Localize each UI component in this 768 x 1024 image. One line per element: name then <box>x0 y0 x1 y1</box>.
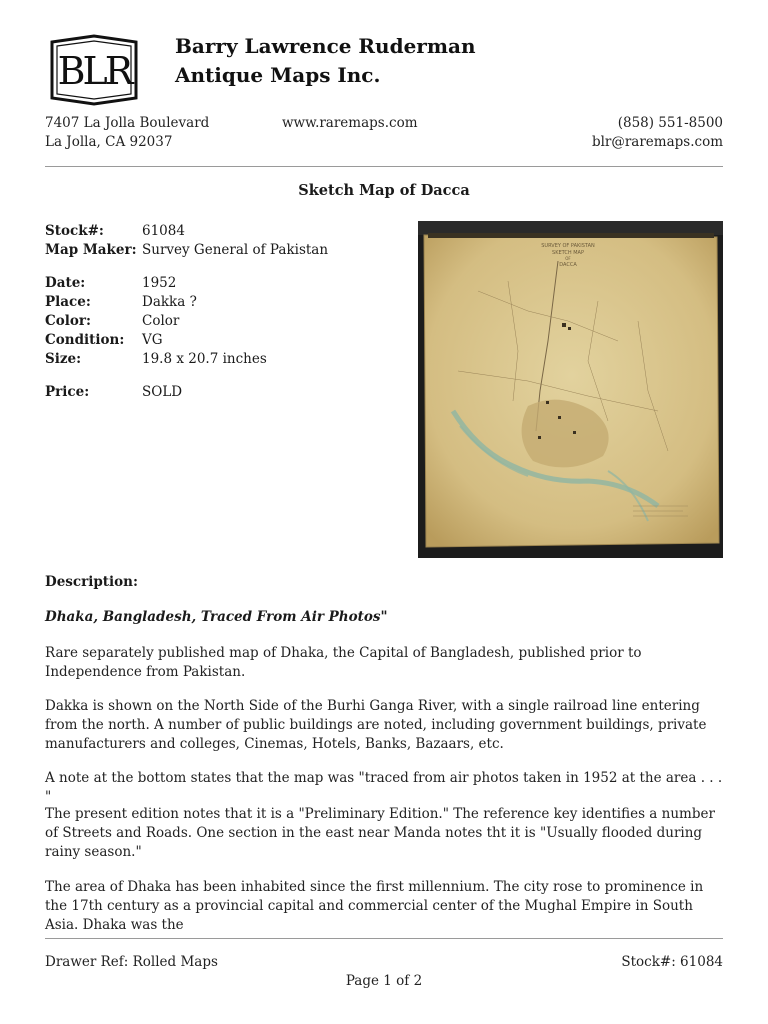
description-paragraph-1: Rare separately published map of Dhaka, the Capital of Bangladesh, published prior to Independence from Pakistan. <box>45 645 642 680</box>
detail-label-stock: Stock#: <box>45 223 104 239</box>
footer-stock: Stock#: 61084 <box>621 954 723 970</box>
address-line2: La Jolla, CA 92037 <box>45 134 173 150</box>
detail-label-color: Color: <box>45 313 91 329</box>
detail-label-size: Size: <box>45 351 82 367</box>
detail-value-size: 19.8 x 20.7 inches <box>142 351 267 367</box>
description-paragraph-2: Dakka is shown on the North Side of the Burhi Ganga River, with a single railroad line entering from the north. A number of public buildings are noted, including government buildings, private manufacturers and colleges, Cinemas, Hotels, Banks, Bazaars, etc. <box>45 698 707 752</box>
detail-value-color: Color <box>142 313 180 329</box>
email-link[interactable]: blr@raremaps.com <box>591 134 723 150</box>
company-name-line1: Barry Lawrence Ruderman <box>175 34 476 58</box>
map-photo <box>418 221 723 558</box>
detail-value-condition: VG <box>142 332 163 348</box>
detail-value-map-maker: Survey General of Pakistan <box>142 242 329 258</box>
description-paragraph-5: The area of Dhaka has been inhabited since the first millennium. The city rose to prominence in the 17th century as a provincial capital and commercial center of the Mughal Empire in South Asia. Dhaka was the <box>45 879 704 933</box>
phone-number: (858) 551-8500 <box>617 115 723 131</box>
address-line1: 7407 La Jolla Boulevard <box>45 115 210 131</box>
detail-label-price: Price: <box>45 384 90 400</box>
map-title-line1: SURVEY OF PAKISTAN <box>541 243 595 249</box>
detail-label-place: Place: <box>45 294 91 310</box>
detail-label-condition: Condition: <box>45 332 125 348</box>
detail-label-date: Date: <box>45 275 86 291</box>
map-title-line3: OF <box>565 256 571 261</box>
item-title: Sketch Map of Dacca <box>298 182 470 199</box>
description-paragraph-4: The present edition notes that it is a "Preliminary Edition." The reference key identifies a number of Streets and Roads. One section in the east near Manda notes tht it is "Usually flooded during rainy season." <box>45 806 715 860</box>
description-paragraph-3: A note at the bottom states that the map was "traced from air photos taken in 1952 at the area . . . " <box>45 770 723 805</box>
company-name-line2: Antique Maps Inc. <box>175 63 381 87</box>
description-subtitle: Dhaka, Bangladesh, Traced From Air Photos" <box>45 609 388 625</box>
website-link[interactable]: www.raremaps.com <box>282 115 418 131</box>
detail-label-map-maker: Map Maker: <box>45 242 137 258</box>
detail-value-stock: 61084 <box>142 223 185 239</box>
detail-value-price: SOLD <box>142 384 183 400</box>
header-divider <box>45 166 723 167</box>
blr-logo <box>46 34 142 106</box>
logo-letters: BLR <box>57 49 131 93</box>
footer-page-number: Page 1 of 2 <box>345 973 423 989</box>
detail-value-place: Dakka ? <box>142 294 197 310</box>
map-title-line4: DACCA <box>559 262 577 268</box>
footer-divider <box>45 938 723 939</box>
description-heading: Description: <box>45 574 138 590</box>
map-title-line2: SKETCH MAP <box>552 250 584 256</box>
detail-value-date: 1952 <box>142 275 177 291</box>
footer-drawer-ref: Drawer Ref: Rolled Maps <box>45 954 218 970</box>
